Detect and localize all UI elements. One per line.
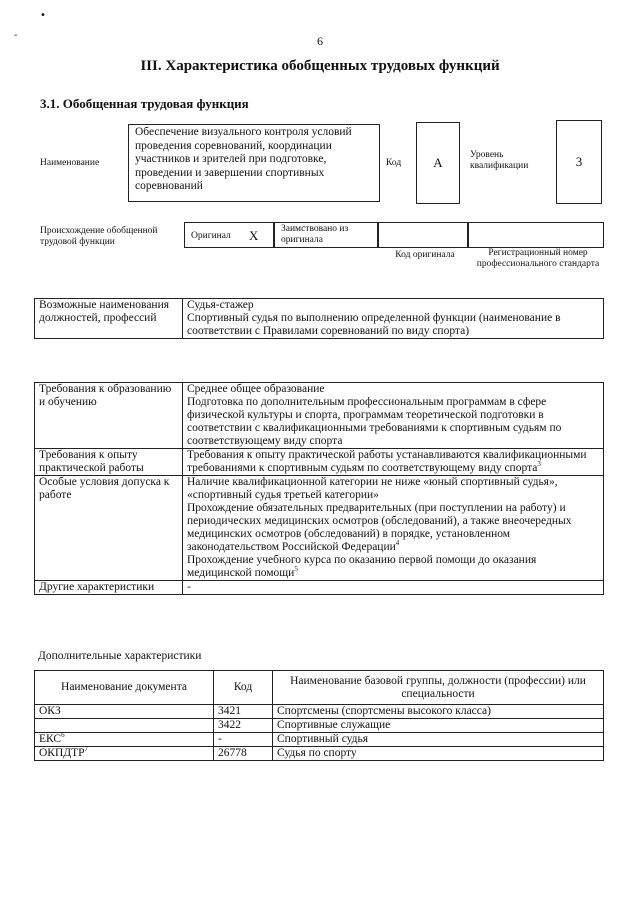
footnote-ref: 7 [84, 745, 89, 754]
original-mark: X [249, 228, 259, 243]
requirements-table [34, 382, 604, 595]
requirement-line: Среднее общее образование [187, 383, 325, 395]
level-value-box: 3 [556, 120, 602, 204]
code-original-cell [378, 222, 468, 248]
additional-header-row [35, 671, 604, 705]
position-line: Спортивный судья по выполнению определенной функции (наименование в соответствии с Правилами соревнований по виду спорта) [187, 312, 561, 337]
level-label: Уровень квалификации [470, 150, 529, 171]
subsection-title: 3.1. Обобщенная трудовая функция [40, 96, 249, 111]
requirement-row-experience [35, 449, 604, 476]
requirement-row-other [35, 581, 604, 595]
original-label: Оригинал [191, 231, 231, 241]
name-cell: Спортивный судья [273, 733, 604, 747]
position-line: Судья-стажер [187, 299, 254, 311]
additional-caption: Дополнительные характеристики [38, 650, 202, 662]
page-number: 6 [317, 34, 323, 48]
doc-cell: ОКЗ [35, 705, 214, 719]
section-title: III. Характеристика обобщенных трудовых функций [140, 58, 500, 74]
requirement-label: Другие характеристики [35, 581, 183, 595]
name-label: Наименование [40, 158, 100, 168]
table-row [35, 705, 604, 719]
requirement-content [183, 581, 604, 595]
footnote-ref: 6 [61, 731, 65, 740]
table-row [35, 719, 604, 733]
table-row [35, 747, 604, 761]
borrowed-cell [274, 222, 378, 248]
code-cell: - [214, 733, 273, 747]
requirement-label: Требования к опыту практической работы [35, 449, 183, 476]
reg-number-cell [468, 222, 604, 248]
table-row [35, 733, 604, 747]
name-cell: Спортсмены (спортсмены высокого класса) [273, 705, 604, 719]
requirement-line: Прохождение учебного курса по оказанию первой помощи до оказания медицинской помощи$^5$ [187, 554, 537, 579]
code-cell: 26778 [214, 747, 273, 761]
positions-label: Возможные наименования должностей, профессий [35, 299, 183, 339]
column-header: Наименование базовой группы, должности (профессии) или специальности [273, 671, 604, 705]
corner-mark-top: • [40, 10, 46, 21]
code-cell: 3421 [214, 705, 273, 719]
requirement-row-education [35, 383, 604, 449]
requirement-content [183, 383, 604, 449]
code-value-box: A [416, 122, 460, 204]
origin-row [184, 222, 604, 248]
code-original-caption: Код оригинала [395, 250, 455, 260]
borrowed-label: Заимствовано из оригинала [281, 224, 349, 245]
reg-number-caption: Регистрационный номер профессионального стандарта [476, 248, 600, 269]
name-cell: Спортивные служащие [273, 719, 604, 733]
requirement-label: Особые условия допуска к работе [35, 476, 183, 581]
requirement-line: Подготовка по дополнительным профессиональным программам в сфере физической культуры и спорта, программам теоретической подготовки в соответствии с квалификационными требованиями к спортивным судьям по соответствующему виду спорта [187, 396, 562, 447]
origin-label: Происхождение обобщенной трудовой функции [40, 226, 158, 247]
requirement-content [183, 476, 604, 581]
code-label: Код [386, 158, 402, 168]
positions-table [34, 298, 604, 339]
requirement-line: Наличие квалификационной категории не ниже «юный спортивный судья», «спортивный судья третьей категории» [187, 476, 558, 501]
additional-table [34, 670, 604, 761]
column-header: Наименование документа [35, 671, 214, 705]
original-cell [184, 222, 274, 248]
footnote-ref: 3 [537, 460, 541, 469]
requirement-line: Прохождение обязательных предварительных (при поступлении на работу) и периодических медицинских осмотров (обследований), а также внеочередных медицинских осмотров (обследований) в порядке, установленном законодательством Российской Федерации$^4$ [187, 502, 572, 553]
requirement-line: - [187, 581, 191, 593]
column-header: Код [214, 671, 273, 705]
corner-mark-left: - [14, 30, 18, 41]
requirement-content [183, 449, 604, 476]
requirement-row-special-conditions [35, 476, 604, 581]
positions-row [35, 299, 604, 339]
doc-cell: ЕКС$^6$ [35, 733, 214, 747]
requirement-label: Требования к образованию и обучению [35, 383, 183, 449]
positions-content [183, 299, 604, 339]
name-cell: Судья по спорту [273, 747, 604, 761]
code-cell: 3422 [214, 719, 273, 733]
doc-cell: ОКПДТР$^7$ [35, 747, 214, 761]
function-name-box: Обеспечение визуального контроля условий проведения соревнований, координации участников и зрителей при подготовке, проведении и завершении спортивных соревнований [128, 124, 380, 202]
requirement-line: Требования к опыту практической работы устанавливаются квалификационными требованиями к спортивным судьям по соответствующему виду спорта$^3$ [187, 449, 587, 474]
footnote-ref: 4 [395, 539, 400, 548]
footnote-ref: 5 [294, 565, 298, 574]
